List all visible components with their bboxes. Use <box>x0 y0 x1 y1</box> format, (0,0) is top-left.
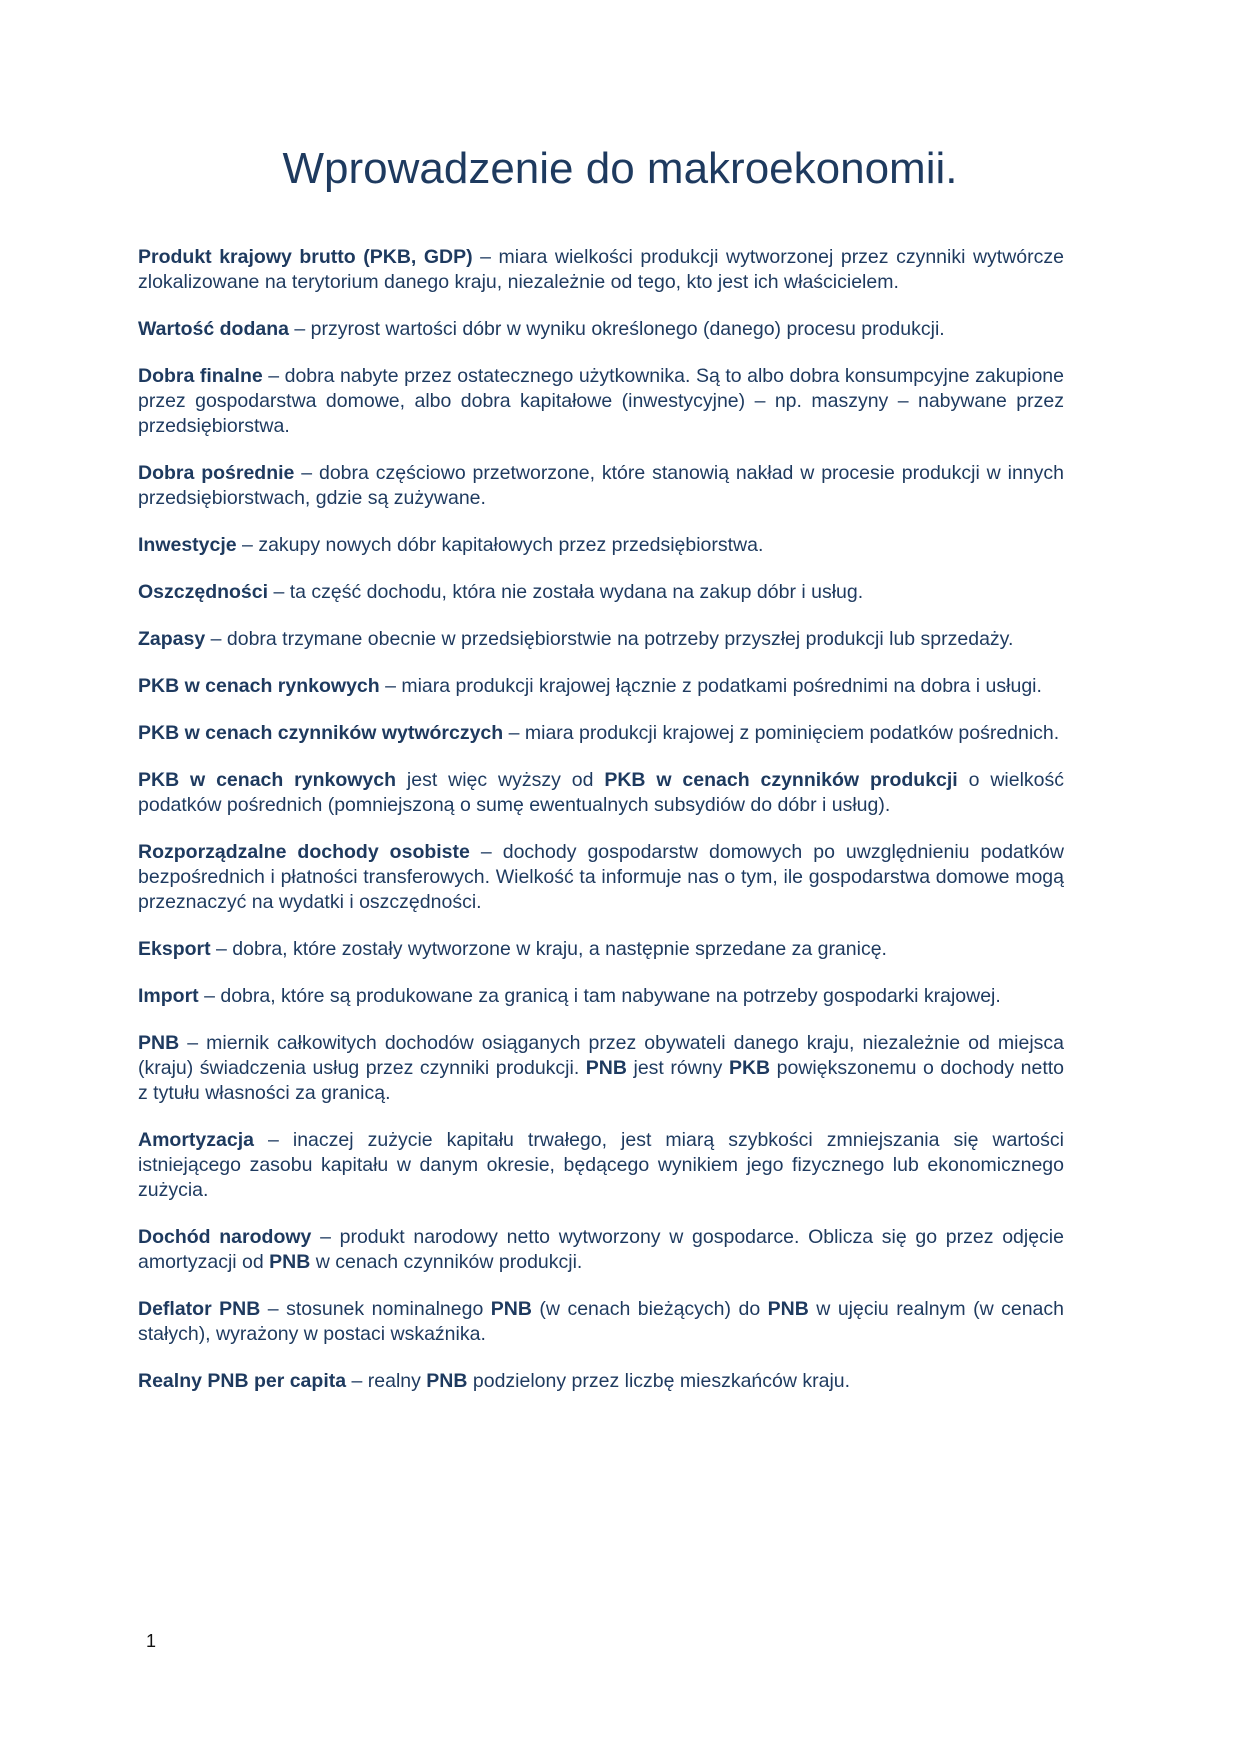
definition-term: PNB <box>269 1251 311 1274</box>
definition-text: – przyrost wartości dóbr w wyniku określonego (danego) procesu produkcji. <box>288 318 945 341</box>
definition-text: – inaczej zużycie kapitału trwałego, jest miarą szybkości zmniejszania się wartości istniejącego zasobu kapitału w danym okresie, będącego wynikiem jego fizycznego lub ekonomicznego zużycia. <box>138 1129 1064 1202</box>
page-number: 1 <box>146 1631 157 1651</box>
definition-text: – dobra, które zostały wytworzone w kraju, a następnie sprzedane za granicę. <box>210 938 887 961</box>
definition-text: – stosunek nominalnego <box>260 1298 491 1321</box>
page-title: Wprowadzenie do makroekonomii. <box>282 144 958 193</box>
definition-paragraph <box>138 1225 1064 1275</box>
definition-paragraph <box>138 317 1064 342</box>
definition-text: – dobra częściowo przetworzone, które stanowią nakład w procesie produkcji w innych przedsiębiorstwach, gdzie są zużywane. <box>138 462 1064 510</box>
definition-text: (w cenach bieżących) do <box>531 1298 768 1321</box>
definition-term: Zapasy <box>138 628 206 651</box>
definition-text: – dobra trzymane obecnie w przedsiębiorstwie na potrzeby przyszłej produkcji lub sprzedaży. <box>205 628 1014 651</box>
definition-paragraph <box>138 461 1064 511</box>
definition-paragraph <box>138 627 1064 652</box>
definition-text: – miara produkcji krajowej łącznie z podatkami pośrednimi na dobra i usługi. <box>379 675 1042 698</box>
definition-text: jest więc wyższy od <box>396 769 605 792</box>
definition-paragraph <box>138 580 1064 605</box>
definition-term: Realny PNB per capita <box>138 1370 347 1393</box>
definition-text: – produkt narodowy netto wytworzony w gospodarce. Oblicza się go przez odjęcie amortyzacji od <box>138 1226 1064 1274</box>
definition-text: – ta część dochodu, która nie została wydana na zakup dóbr i usług. <box>268 581 864 604</box>
definition-term: Dochód narodowy <box>138 1226 312 1249</box>
definition-paragraph <box>138 721 1064 746</box>
definition-paragraph <box>138 937 1064 962</box>
definition-term: Deflator PNB <box>138 1298 261 1321</box>
definition-term: PKB w cenach rynkowych <box>138 769 397 792</box>
definition-term: Amortyzacja <box>138 1129 254 1152</box>
definition-term: PKB w cenach rynkowych <box>138 675 380 698</box>
definition-term: PNB <box>585 1057 627 1080</box>
definition-term: Eksport <box>138 938 211 961</box>
definition-term: Oszczędności <box>138 581 269 604</box>
definition-term: PKB w cenach czynników produkcji <box>604 769 958 792</box>
definition-paragraph <box>138 840 1064 915</box>
definition-paragraph <box>138 245 1064 295</box>
definition-paragraph <box>138 364 1064 439</box>
definition-paragraph <box>138 1297 1064 1347</box>
definition-term: Dobra pośrednie <box>138 462 295 485</box>
definition-term: PNB <box>426 1370 468 1393</box>
definition-text: – realny <box>346 1370 427 1393</box>
definition-term: PNB <box>138 1032 180 1055</box>
definition-text: – zakupy nowych dóbr kapitałowych przez przedsiębiorstwa. <box>236 534 764 557</box>
definition-paragraph <box>138 533 1064 558</box>
definition-text: – miara wielkości produkcji wytworzonej przez czynniki wytwórcze zlokalizowane na terytorium danego kraju, niezależnie od tego, kto jest ich właścicielem. <box>138 246 1064 294</box>
definition-term: Produkt krajowy brutto (PKB, GDP) <box>138 246 473 269</box>
definition-text: – miara produkcji krajowej z pominięciem podatków pośrednich. <box>503 722 1060 745</box>
definition-text: w ujęciu realnym (w cenach stałych), wyrażony w postaci wskaźnika. <box>138 1298 1064 1346</box>
definition-text: – dobra nabyte przez ostatecznego użytkownika. Są to albo dobra konsumpcyjne zakupione przez gospodarstwa domowe, albo dobra kapitałowe (inwestycyjne) – np. maszyny – nabywane przez przedsiębiorstwa. <box>138 365 1064 438</box>
definition-paragraph <box>138 768 1064 818</box>
definition-text: podzielony przez liczbę mieszkańców kraju. <box>467 1370 851 1393</box>
definition-term: PNB <box>490 1298 532 1321</box>
definition-paragraph <box>138 1128 1064 1203</box>
definition-term: Inwestycje <box>138 534 237 557</box>
definitions-list <box>138 245 1064 1394</box>
definition-term: Rozporządzalne dochody osobiste <box>138 841 470 864</box>
definition-term: PKB w cenach czynników wytwórczych <box>138 722 504 745</box>
definition-text: – dochody gospodarstw domowych po uwzględnieniu podatków bezpośrednich i płatności transferowych. Wielkość ta informuje nas o tym, ile gospodarstwa domowe mogą przeznaczyć na wydatki i oszczędności. <box>138 841 1064 914</box>
definition-term: Dobra finalne <box>138 365 263 388</box>
definition-text: – miernik całkowitych dochodów osiąganych przez obywateli danego kraju, niezależnie od miejsca (kraju) świadczenia usług przez czynniki produkcji. <box>138 1032 1064 1080</box>
definition-paragraph <box>138 984 1064 1009</box>
definition-text: w cenach czynników produkcji. <box>310 1251 583 1274</box>
definition-paragraph <box>138 1031 1064 1106</box>
definition-paragraph <box>138 674 1064 699</box>
definition-term: Wartość dodana <box>138 318 289 341</box>
definition-term: Import <box>138 985 199 1008</box>
definition-term: PKB <box>728 1057 771 1080</box>
definition-paragraph <box>138 1369 1064 1394</box>
definition-text: – dobra, które są produkowane za granicą i tam nabywane na potrzeby gospodarki krajowej. <box>198 985 1001 1008</box>
definition-term: PNB <box>767 1298 809 1321</box>
definition-text: o wielkość podatków pośrednich (pomniejszoną o sumę ewentualnych subsydiów do dóbr i usług). <box>138 769 1065 817</box>
definition-text: powiększonemu o dochody netto z tytułu własności za granicą. <box>138 1057 1065 1105</box>
definition-text: jest równy <box>626 1057 729 1080</box>
